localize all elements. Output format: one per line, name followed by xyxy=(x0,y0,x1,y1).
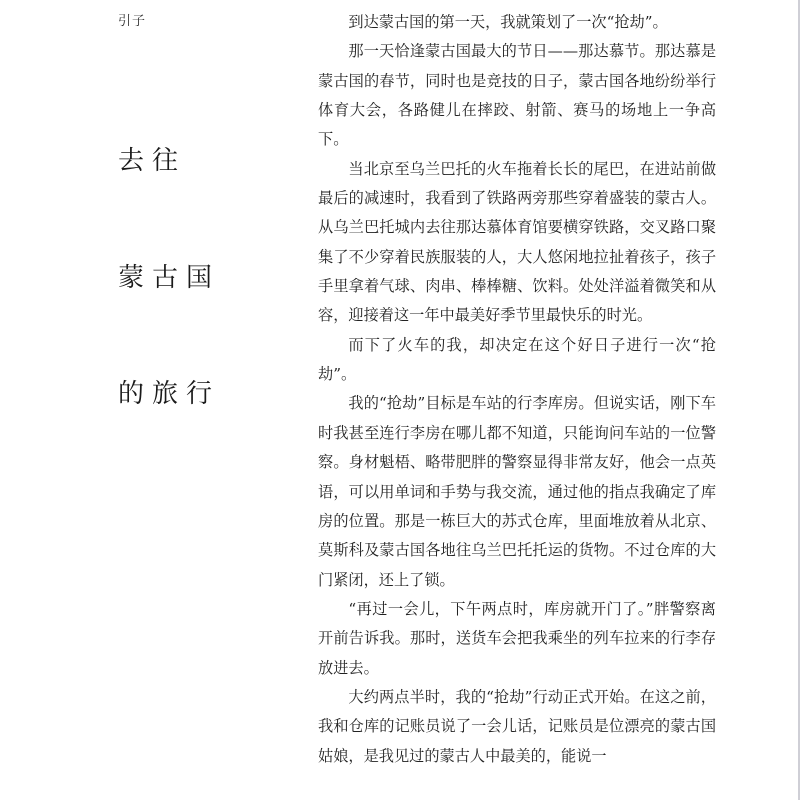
body-text xyxy=(318,8,716,771)
paragraph: 而下了火车的我，却决定在这个好日子进行一次“抢劫”。 xyxy=(318,335,716,384)
chapter-title-line-1: 去往 xyxy=(118,146,187,176)
paragraph: 大约两点半时，我的“抢劫”行动正式开始。在这之前，我和仓库的记账员说了一会儿话，记账员是位漂亮的蒙古国姑娘，是我见过的蒙古人中最美的，能说一 xyxy=(318,687,716,765)
chapter-title-line-2: 蒙古国 xyxy=(118,263,221,293)
paragraph: “再过一会儿，下午两点时，库房就开门了。”胖警察离开前告诉我。那时，送货车会把我乘坐的列车拉来的行李存放进去。 xyxy=(318,599,716,677)
section-label: 引子 xyxy=(118,14,147,29)
paragraph: 当北京至乌兰巴托的火车拖着长长的尾巴，在进站前做最后的减速时，我看到了铁路两旁那些穿着盛装的蒙古人。从乌兰巴托城内去往那达慕体育馆要横穿铁路，交叉路口聚集了不少穿着民族服装的人，大人悠闲地拉扯着孩子，孩子手里拿着气球、肉串、棒棒糖、饮料。处处洋溢着微笑和从容，迎接着这一年中最美好季节里最快乐的时光。 xyxy=(318,159,716,325)
paragraph: 那一天恰逢蒙古国最大的节日——那达慕节。那达慕是蒙古国的春节，同时也是竞技的日子，蒙古国各地纷纷举行体育大会，各路健儿在摔跤、射箭、赛马的场地上一争高下。 xyxy=(318,42,716,149)
chapter-title-line-3: 的旅行 xyxy=(118,379,221,409)
paragraph: 到达蒙古国的第一天，我就策划了一次“抢劫”。 xyxy=(348,13,668,31)
paragraph: 我的“抢劫”目标是车站的行李库房。但说实话，刚下车时我甚至连行李房在哪儿都不知道，只能询问车站的一位警察。身材魁梧、略带肥胖的警察显得非常友好，他会一点英语，可以用单词和手势与我交流，通过他的指点我确定了库房的位置。那是一栋巨大的苏式仓库，里面堆放着从北京、莫斯科及蒙古国各地往乌兰巴托托运的货物。不过仓库的大门紧闭，还上了锁。 xyxy=(318,394,716,589)
